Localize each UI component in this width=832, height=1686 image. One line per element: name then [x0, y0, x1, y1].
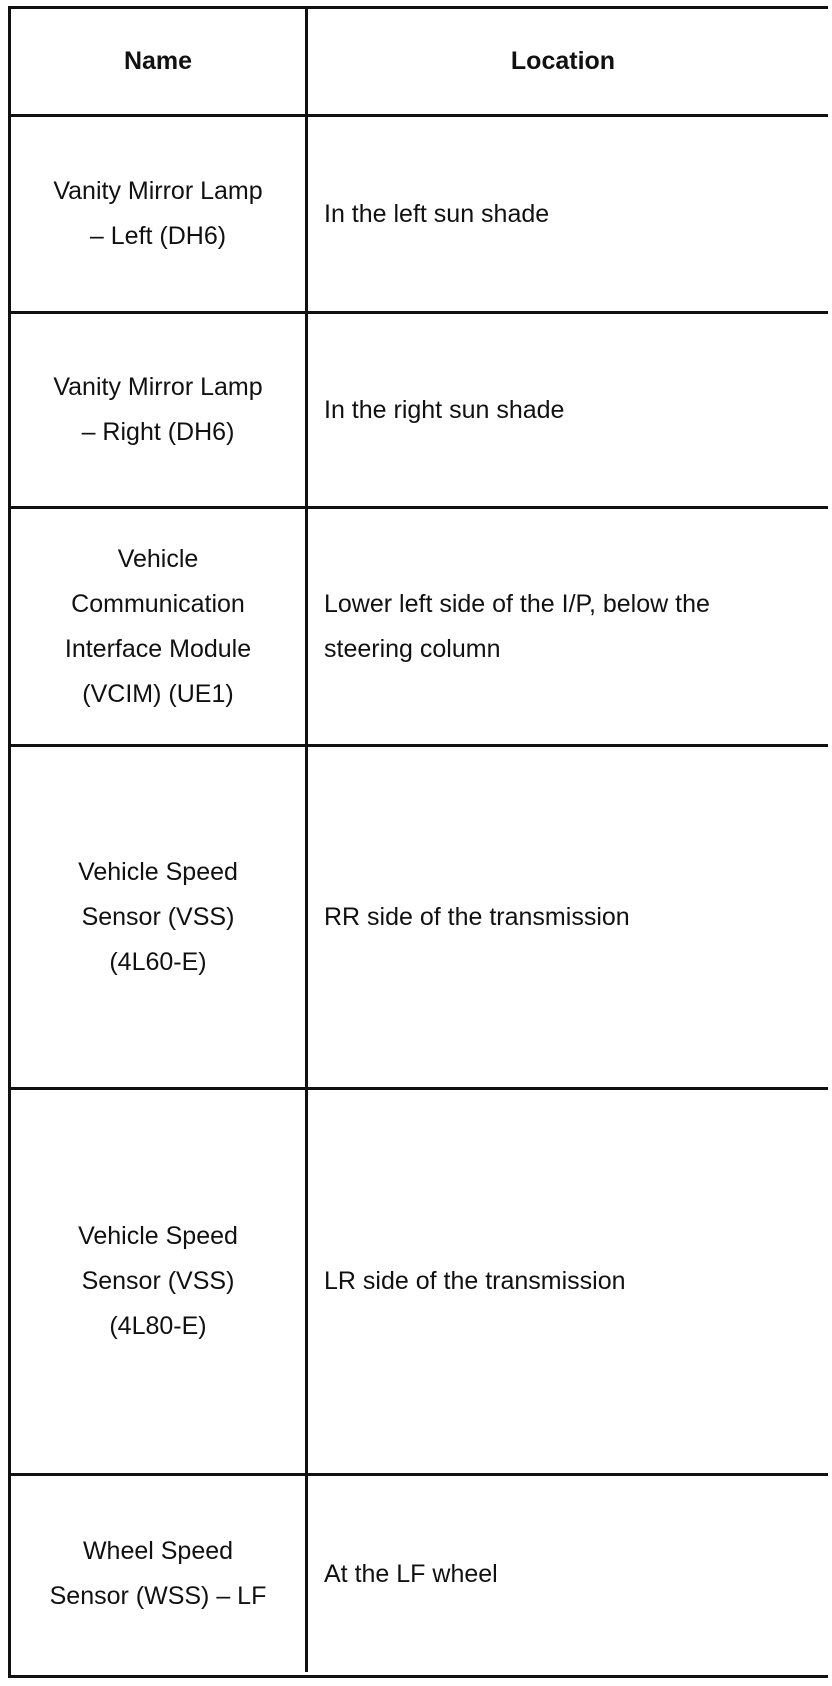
cell-name: Vanity Mirror Lamp – Left (DH6) [11, 117, 308, 311]
table-header-row [11, 9, 828, 117]
cell-name: Vehicle Speed Sensor (VSS) (4L80-E) [11, 1090, 308, 1473]
cell-location: At the LF wheel [324, 1559, 498, 1588]
header-location: Location [510, 47, 616, 75]
table-row [11, 747, 828, 1090]
header-name: Name [11, 9, 308, 114]
cell-name: Vehicle Communication Interface Module (VCIM) (UE1) [11, 509, 308, 744]
table-row [11, 1090, 828, 1476]
cell-location: In the right sun shade [324, 395, 565, 424]
table-row [11, 117, 828, 314]
cell-name: Vanity Mirror Lamp – Right (DH6) [11, 314, 308, 506]
cell-location: Lower left side of the I/P, below the steering column [324, 589, 710, 663]
cell-name: Wheel Speed Sensor (WSS) – LF [11, 1476, 308, 1672]
component-location-table [8, 6, 828, 1678]
cell-location: RR side of the transmission [324, 902, 630, 931]
cell-name: Vehicle Speed Sensor (VSS) (4L60-E) [11, 747, 308, 1087]
table-row [11, 1476, 828, 1672]
table-row [11, 314, 828, 509]
cell-location: LR side of the transmission [324, 1267, 626, 1295]
cell-location: In the left sun shade [324, 199, 550, 228]
table-row [11, 509, 828, 747]
